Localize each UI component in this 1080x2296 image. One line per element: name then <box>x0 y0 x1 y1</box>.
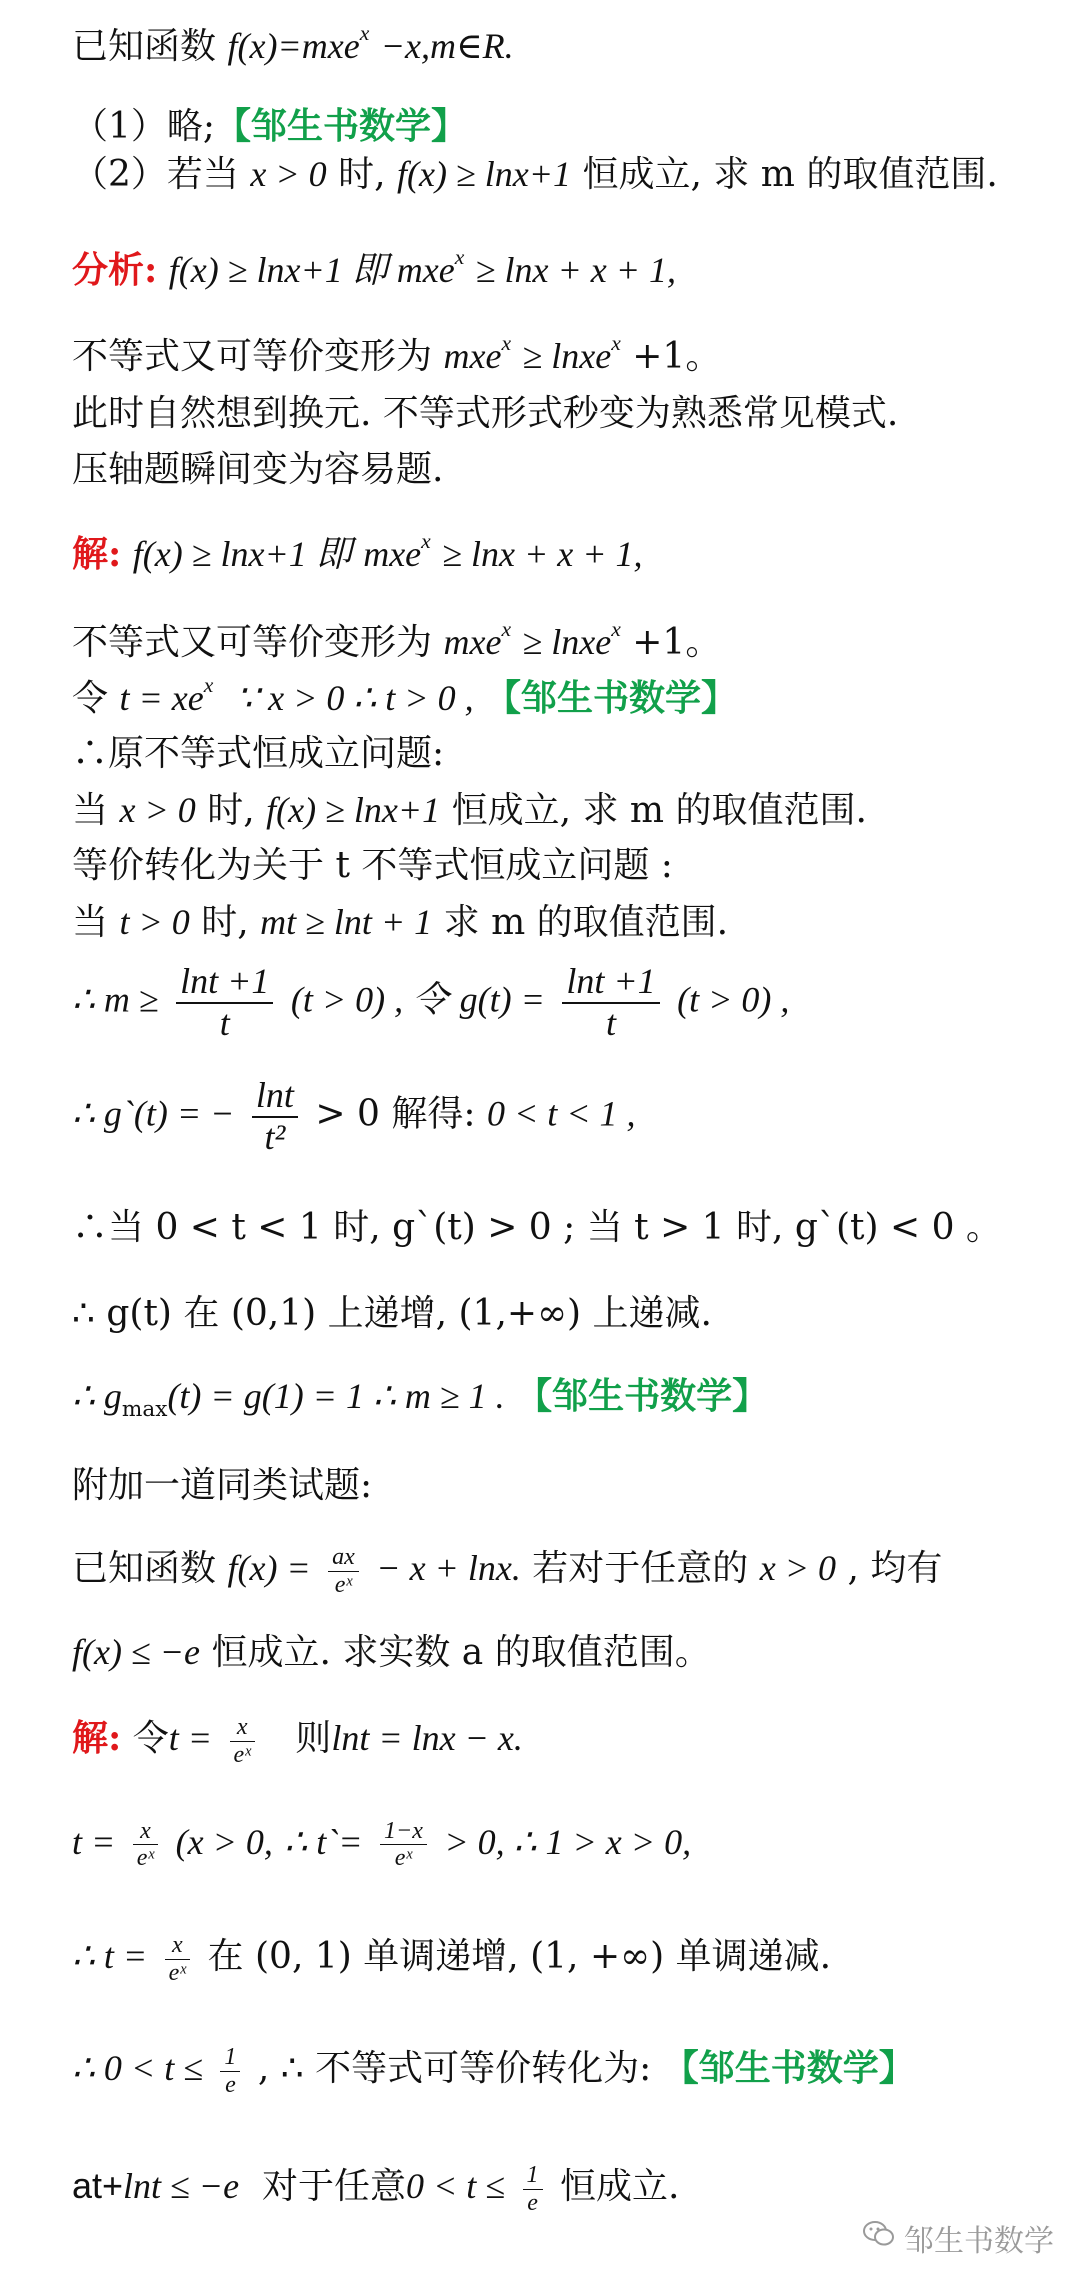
solution-line-1: 解: f(x) ≥ lnx+1 即 mxe$^x$ ≥ lnx + x + 1, <box>72 529 643 575</box>
analysis-line-1: 分析: f(x) ≥ lnx+1 即 mxe$^x$ ≥ lnx + x + 1, <box>72 245 677 291</box>
wechat-icon <box>862 2219 896 2257</box>
solution-line-8: ∴ m ≥ $\frac{\ln t +1}{t}$ (t > 0) , 令 g(t) = $\frac{\ln t +1}{t}$ (t > 0) , <box>72 961 790 1043</box>
solution-line-4: ∴原不等式恒成立问题: <box>72 733 445 774</box>
fraction: $\frac{1}{e}$ <box>523 2162 543 2216</box>
problem-statement: 已知函数 f(x)=mxe$^x$ −x,m∈R. <box>72 21 514 67</box>
analysis-label: 分析: <box>72 249 158 291</box>
question-2: （2）若当 x > 0 时, f(x) ≥ lnx+1 恒成立, 求 m 的取值范围. <box>72 154 998 195</box>
fraction: $\frac{1}{e}$ <box>220 2044 240 2098</box>
solution-line-6: 等价转化为关于 t 不等式恒成立问题 : <box>72 845 673 886</box>
analysis-line-4: 压轴题瞬间变为容易题. <box>72 449 444 490</box>
extra-problem-line-2: f(x) ≤ −e 恒成立. 求实数 a 的取值范围。 <box>72 1632 711 1673</box>
brand-tag: 【邹生书数学】 <box>662 2047 915 2089</box>
solution-line-10: ∴当 0 < t < 1 时, g`(t) > 0 ; 当 t > 1 时, g`(t) < 0 。 <box>72 1207 1002 1248</box>
solution-line-3: 令 $t = xe^x$ ∵ x > 0 ∴ t > 0 , 【邹生书数学】 <box>72 673 738 719</box>
extra-solution-line-3: ∴ t = $\frac{x}{\text{eˣ}}$ 在 (0, 1) 单调递增, (1, +∞) 单调递减. <box>72 1932 832 1986</box>
solution-label: 解: <box>72 1717 122 1759</box>
watermark <box>862 2216 1054 2260</box>
solution-line-5: 当 x > 0 时, f(x) ≥ lnx+1 恒成立, 求 m 的取值范围. <box>72 790 867 831</box>
brand-tag: 【邹生书数学】 <box>516 1375 769 1417</box>
solution-line-12: ∴ $g_{max}(t) = g(1) = 1$ ∴ m ≥ 1 . 【邹生书数学】 <box>72 1375 769 1422</box>
extra-problem-line-1: 已知函数 f(x) = $\frac{ax}{\text{eˣ}}$ − x + lnx. 若对于任意的 x > 0 , 均有 <box>72 1544 943 1598</box>
watermark-text: 邹生书数学 <box>904 2224 1054 2259</box>
extra-solution-line-5: at+lnt ≤ −e 对于任意0 < t ≤ $\frac{1}{e}$ 恒成立. <box>72 2162 680 2216</box>
solution-line-2: 不等式又可等价变形为 mxe$^x$ ≥ lnxe$^x$ +1。 <box>72 617 722 663</box>
solution-line-7: 当 t > 0 时, mt ≥ lnt + 1 求 m 的取值范围. <box>72 902 729 943</box>
extra-title: 附加一道同类试题: <box>72 1465 373 1506</box>
extra-solution-line-1: 解: 令t = $\frac{x}{\text{eˣ}}$ 则lnt = lnx − x. <box>72 1714 523 1768</box>
fraction: $\frac{x}{\text{eˣ}}$ <box>230 1714 255 1768</box>
fraction: $\frac{x}{\text{eˣ}}$ <box>165 1932 190 1986</box>
fraction: $\frac{\ln t +1}{t}$ <box>176 962 273 1043</box>
fraction: $\frac{\ln t +1}{t}$ <box>562 962 659 1043</box>
fraction: $\frac{x}{\text{eˣ}}$ <box>133 1818 158 1872</box>
fraction: $\frac{ax}{\text{eˣ}}$ <box>328 1544 359 1598</box>
extra-solution-line-2: t = $\frac{x}{\text{eˣ}}$ (x > 0, ∴ t`= $\frac{1-x}{\text{eˣ}}$ > 0, ∴ 1 > x > 0, <box>72 1818 692 1872</box>
brand-tag: 【邹生书数学】 <box>485 677 738 719</box>
solution-label: 解: <box>72 533 122 575</box>
extra-solution-line-4: ∴ 0 < t ≤ $\frac{1}{e}$ , ∴ 不等式可等价转化为: 【邹生书数学】 <box>72 2044 915 2098</box>
analysis-line-3: 此时自然想到换元. 不等式形式秒变为熟悉常见模式. <box>72 393 899 434</box>
brand-tag: 【邹生书数学】 <box>215 105 468 147</box>
solution-line-11: ∴ g(t) 在 (0,1) 上递增, (1,+∞) 上递减. <box>72 1293 712 1334</box>
fraction: $\frac{\ln t}{\text{t²}}$ <box>252 1076 298 1157</box>
analysis-line-2: 不等式又可等价变形为 mxe$^x$ ≥ lnxe$^x$ +1。 <box>72 331 722 377</box>
solution-line-9: ∴ g`(t) = − $\frac{\ln t}{\text{t²}}$ > 0 解得: 0 < t < 1 , <box>72 1075 636 1157</box>
question-1: （1）略;【邹生书数学】 <box>72 105 468 147</box>
fraction: $\frac{1-x}{\text{eˣ}}$ <box>380 1818 427 1872</box>
